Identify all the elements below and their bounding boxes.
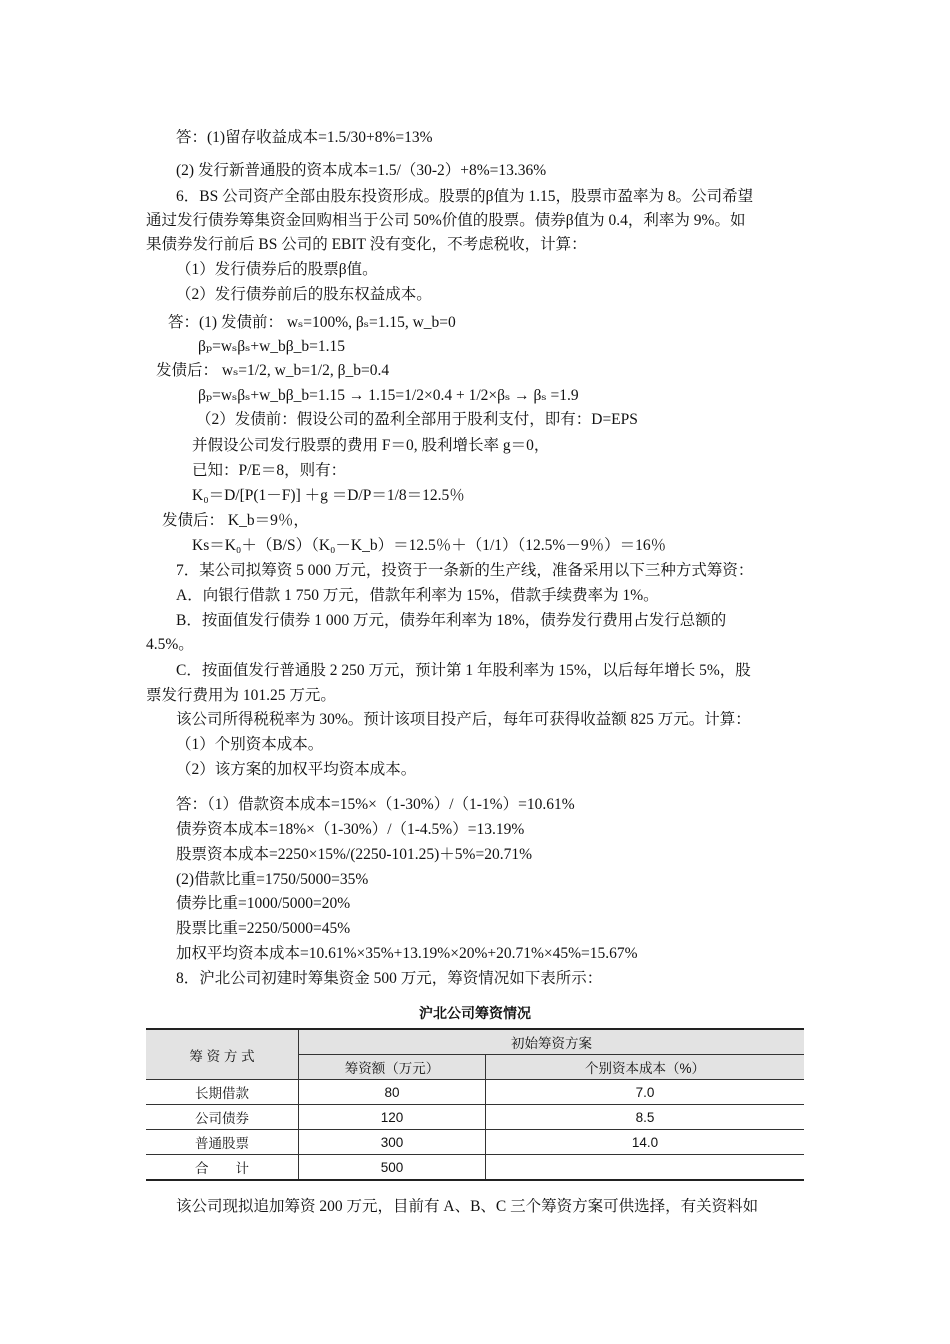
cost-cell xyxy=(486,1155,805,1181)
amount-cell: 300 xyxy=(299,1130,486,1155)
line-15: K₀＝D/[P(1－F)] ＋g ＝D/P＝1/8＝12.5％ xyxy=(192,487,465,504)
method-cell: 公司债券 xyxy=(146,1105,299,1130)
group-header: 初始筹资方案 xyxy=(299,1029,805,1055)
line-13: 并假设公司发行股票的费用 F＝0, 股利增长率 g＝0， xyxy=(192,437,550,454)
amount-cell: 120 xyxy=(299,1105,486,1130)
line-25: （1）个别资本成本。 xyxy=(176,736,324,753)
line-26: （2）该方案的加权平均资本成本。 xyxy=(176,761,417,778)
line-7: （2）发行债券前后的股东权益成本。 xyxy=(176,286,432,303)
financing-table xyxy=(146,1028,804,1181)
table-row xyxy=(146,1105,804,1130)
amount-cell: 80 xyxy=(299,1080,486,1105)
line-5: 果债券发行前后 BS 公司的 EBIT 没有变化，不考虑税收，计算： xyxy=(146,236,587,253)
line-34: 8．沪北公司初建时筹集资金 500 万元，筹资情况如下表所示： xyxy=(176,970,603,987)
method-cell: 合 计 xyxy=(146,1155,299,1181)
table-total-row xyxy=(146,1155,804,1181)
line-28: 债券资本成本=18%×（1-30%）/（1-4.5%）=13.19% xyxy=(176,821,525,838)
line-8: 答：(1) 发债前： wₛ=100%, βₛ=1.15, w_b=0 xyxy=(168,314,456,331)
cost-cell: 8.5 xyxy=(486,1105,805,1130)
line-30: (2)借款比重=1750/5000=35% xyxy=(176,871,369,888)
line-1: 答：(1)留存收益成本=1.5/30+8%=13% xyxy=(176,129,433,146)
line-32: 股票比重=2250/5000=45% xyxy=(176,920,351,937)
cost-cell: 14.0 xyxy=(486,1130,805,1155)
line-33: 加权平均资本成本=10.61%×35%+13.19%×20%+20.71%×45%=15.67% xyxy=(176,945,638,962)
amount-cell: 500 xyxy=(299,1155,486,1181)
method-cell: 普通股票 xyxy=(146,1130,299,1155)
line-10: 发债后： wₛ=1/2, w_b=1/2, β_b=0.4 xyxy=(156,362,390,379)
line-9: βₚ=wₛβₛ+w_bβ_b=1.15 xyxy=(198,338,346,355)
line-18: 7．某公司拟筹资 5 000 万元，投资于一条新的生产线，准备采用以下三种方式筹资： xyxy=(176,562,754,579)
line-24: 该公司所得税税率为 30%。预计该项目投产后，每年可获得收益额 825 万元。计算： xyxy=(176,711,751,728)
line-23: 票发行费用为 101.25 万元。 xyxy=(146,687,336,704)
amount-header: 筹资额（万元） xyxy=(299,1055,486,1080)
table-row xyxy=(146,1130,804,1155)
line-14: 已知：P/E＝8，则有： xyxy=(192,462,347,479)
line-12: （2）发债前：假设公司的盈利全部用于股利支付，即有：D=EPS xyxy=(196,411,638,428)
table-row xyxy=(146,1080,804,1105)
method-cell: 长期借款 xyxy=(146,1080,299,1105)
method-header: 筹 资 方 式 xyxy=(146,1029,299,1080)
line-16: 发债后： K_b＝9％， xyxy=(162,512,309,529)
line-31: 债券比重=1000/5000=20% xyxy=(176,895,351,912)
line-2: (2) 发行新普通股的资本成本=1.5/（30-2）+8%=13.36% xyxy=(176,162,547,179)
line-19: A．向银行借款 1 750 万元，借款年利率为 15%，借款手续费率为 1%。 xyxy=(176,587,659,604)
cost-cell: 7.0 xyxy=(486,1080,805,1105)
table-caption: 沪北公司筹资情况 xyxy=(419,1005,531,1021)
line-22: C．按面值发行普通股 2 250 万元，预计第 1 年股利率为 15%，以后每年增长 5%，股 xyxy=(176,662,751,679)
cost-header: 个别资本成本（%） xyxy=(486,1055,805,1080)
line-6: （1）发行债券后的股票β值。 xyxy=(176,261,378,278)
line-11: βₚ=wₛβₛ+w_bβ_b=1.15 → 1.15=1/2×0.4 + 1/2×βₛ → βₛ =1.9 xyxy=(198,387,579,404)
line-29: 股票资本成本=2250×15%/(2250-101.25)＋5%=20.71% xyxy=(176,846,533,863)
table-header-row xyxy=(146,1029,804,1055)
line-3: 6．BS 公司资产全部由股东投资形成。股票的β值为 1.15，股票市盈率为 8。公司希望 xyxy=(176,188,754,205)
line-4: 通过发行债券筹集资金回购相当于公司 50%价值的股票。债券β值为 0.4，利率为 9%。如 xyxy=(146,212,746,229)
line-27: 答：（1）借款资本成本=15%×（1-30%）/（1-1%）=10.61% xyxy=(176,796,575,813)
line-17: Ks＝K₀＋（B/S）（K₀－K_b）＝12.5％＋（1/1）（12.5%－9％）＝16％ xyxy=(192,537,667,554)
line-20: B．按面值发行债券 1 000 万元，债券年利率为 18%，债券发行费用占发行总额的 xyxy=(176,612,727,629)
line-21: 4.5%。 xyxy=(146,636,194,653)
final-line: 该公司现拟追加筹资 200 万元，目前有 A、B、C 三个筹资方案可供选择，有关资料如 xyxy=(176,1198,759,1215)
